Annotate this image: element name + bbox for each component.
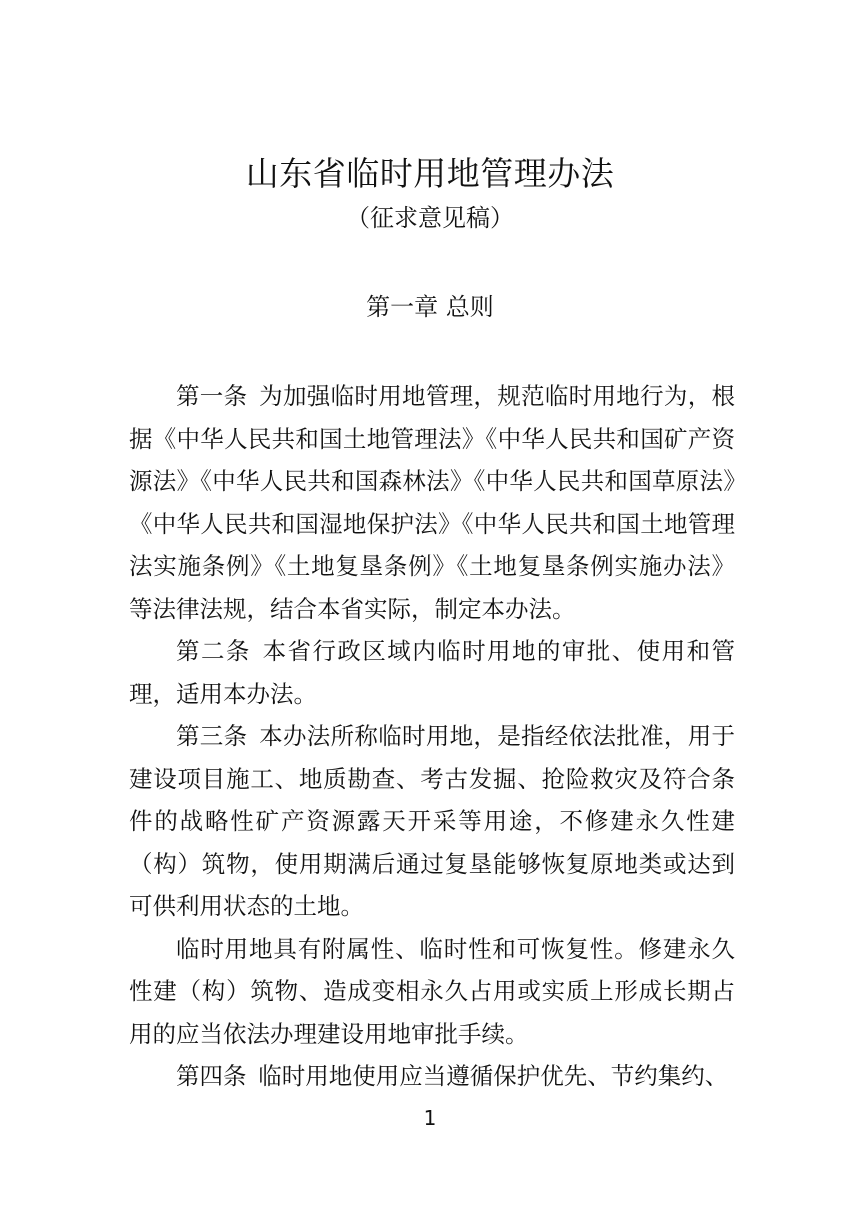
article-text: 本办法所称临时用地，是指经依法批准，用于建设项目施工、地质勘查、考古发掘、抢险救灾及符合条件的战略性矿产资源露天开采等用途，不修建永久性建（构）筑物，使用期满后通过复垦能够恢复原地类或达到可供利用状态的土地。	[129, 722, 736, 920]
article-text: 本省行政区域内临时用地的审批、使用和管理，适用本办法。	[129, 637, 736, 708]
document-title: 山东省临时用地管理办法	[245, 154, 615, 193]
article-text: 为加强临时用地管理，规范临时用地行为，根据《中华人民共和国土地管理法》《中华人民共和国矿产资源法》《中华人民共和国森林法》《中华人民共和国草原法》《中华人民共和国湿地保护法》《中华人民共和国土地管理法实施条例》《土地复垦条例》《土地复垦条例实施办法》等法律法规，结合本省实际，制定本办法。	[129, 382, 736, 623]
article-text: 临时用地具有附属性、临时性和可恢复性。修建永久性建（构）筑物、造成变相永久占用或实质上形成长期占用的应当依法办理建设用地审批手续。	[129, 934, 735, 1048]
document-body	[129, 375, 735, 1098]
paragraph-article-4	[129, 1055, 735, 1098]
article-text: 临时用地使用应当遵循保护优先、节约集约、	[258, 1062, 729, 1090]
paragraph-article-2	[129, 630, 735, 715]
document-subtitle: （征求意见稿）	[346, 204, 514, 232]
paragraph-article-3	[129, 715, 735, 928]
paragraph-article-1	[129, 375, 735, 630]
article-number: 第四条	[176, 1062, 247, 1090]
article-number: 第二条	[176, 637, 251, 665]
article-number: 第三条	[176, 722, 248, 750]
chapter-heading: 第一章 总则	[366, 293, 494, 321]
page-number: 1	[423, 1106, 437, 1130]
paragraph-article-3-continued	[129, 928, 735, 1056]
article-number: 第一条	[176, 382, 248, 410]
